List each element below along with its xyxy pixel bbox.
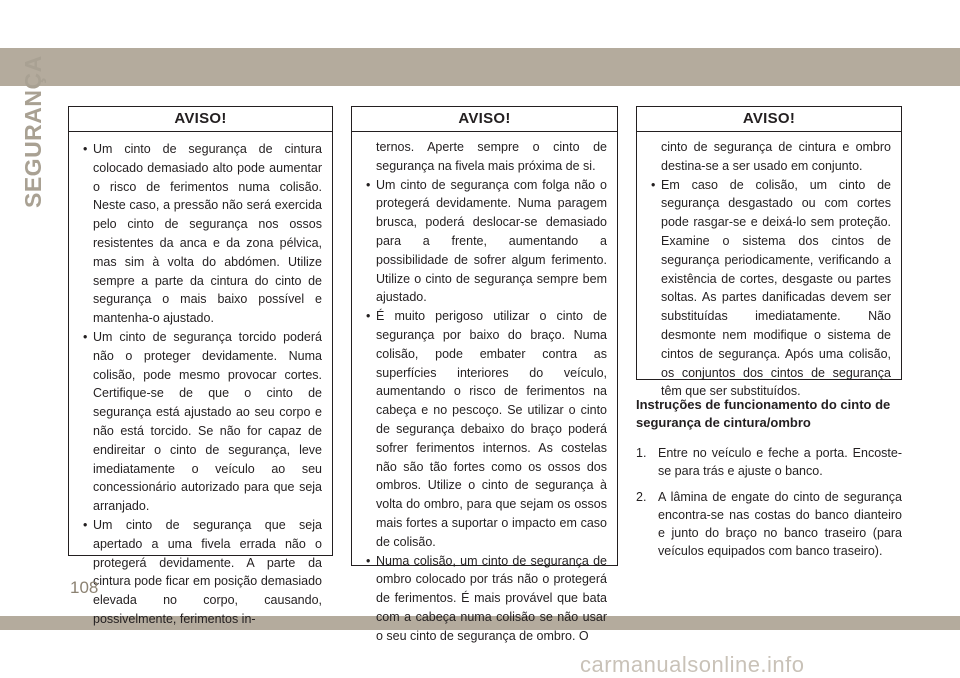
warning-bullet: • Um cinto de segurança que seja apertado a uma fivela errada não o protegerá devidamente. A parte da cintura pode ficar em posição demasiado elevada no corpo, causando, possivelmente, ferimentos in-	[83, 517, 322, 626]
page-number: 108	[70, 578, 99, 597]
warning-body	[352, 132, 617, 646]
header-band	[0, 48, 960, 86]
watermark-text: carmanualsonline.info	[580, 652, 805, 677]
warning-bullet: • Em caso de colisão, um cinto de segurança desgastado ou com cortes pode rasgar-se e deixá-lo sem proteção. Examine o sistema dos cintos de segurança periodicamente, verificando a existência de cortes, desgaste ou partes soltas. As partes danificadas devem ser substituídas imediatamente. Não desmonte nem modifique o sistema de cintos de segurança. Após uma colisão, os conjuntos dos cintos de segurança têm que ser substituídos.	[651, 177, 891, 399]
warning-body	[69, 132, 332, 629]
warning-bullet: • Numa colisão, um cinto de segurança de ombro colocado por trás não o protegerá de ferimentos. É mais provável que bata com a cabeça numa colisão se não usar o seu cinto de segurança de ombro. O	[366, 553, 607, 643]
warning-body	[637, 132, 901, 401]
warning-continuation: ternos. Aperte sempre o cinto de segurança na fivela mais próxima de si.	[376, 140, 607, 173]
warning-box-3	[636, 106, 902, 399]
warning-bullet: • É muito perigoso utilizar o cinto de segurança por baixo do braço. Numa colisão, pode embater contra as superfícies interiores do veículo, aumentando o risco de ferimentos na cabeça e no pescoço. Se utilizar o cinto de segurança debaixo do braço poderá sofrer ferimentos internos. As costelas não são tão fortes como os ossos dos ombros. Utilize o cinto de segurança à volta do ombro, para que sejam os ossos mais fortes a suportar o impacto em caso de colisão.	[366, 309, 607, 549]
instructions-section	[636, 396, 902, 560]
warning-title: AVISO!	[352, 107, 617, 132]
warning-bullet: • Um cinto de segurança com folga não o protegerá devidamente. Numa paragem brusca, poderá deslocar-se demasiado para a frente, aumentando a possibilidade de sofrer algum ferimento. Utilize o cinto de segurança sempre bem ajustado.	[366, 177, 607, 305]
warning-title: AVISO!	[69, 107, 332, 132]
chapter-side-label: SEGURANÇA	[20, 55, 46, 208]
instruction-step: 1. Entre no veículo e feche a porta. Encoste-se para trás e ajuste o banco.	[636, 446, 902, 478]
warning-box-2	[351, 106, 618, 643]
instruction-step: 2. A lâmina de engate do cinto de segurança encontra-se nas costas do banco dianteiro e junto do braço no banco traseiro (para veículos equipados com banco traseiro).	[636, 490, 902, 558]
warning-continuation: cinto de segurança de cintura e ombro destina-se a ser usado em conjunto.	[661, 140, 891, 173]
warning-bullet: • Um cinto de segurança de cintura colocado demasiado alto pode aumentar o risco de ferimentos numa colisão. Neste caso, a pressão não será exercida pelo cinto de segurança nos ossos resistentes da anca e da zona pélvica, mas sim à volta do abdómen. Utilize sempre a parte da cintura do cinto de segurança o mais baixo possível e mantenha-o ajustado.	[83, 142, 322, 326]
warning-title: AVISO!	[637, 107, 901, 132]
warning-bullet: • Um cinto de segurança torcido poderá não o proteger devidamente. Numa colisão, pode mesmo provocar cortes. Certifique-se de que o cinto de segurança está ajustado ao seu corpo e não está torcido. Se não for capaz de endireitar o cinto de segurança, leve imediatamente o veículo ao seu concessionário autorizado para que seja arranjado.	[83, 329, 322, 514]
section-title: Instruções de funcionamento do cinto de segurança de cintura/ombro	[636, 397, 891, 430]
